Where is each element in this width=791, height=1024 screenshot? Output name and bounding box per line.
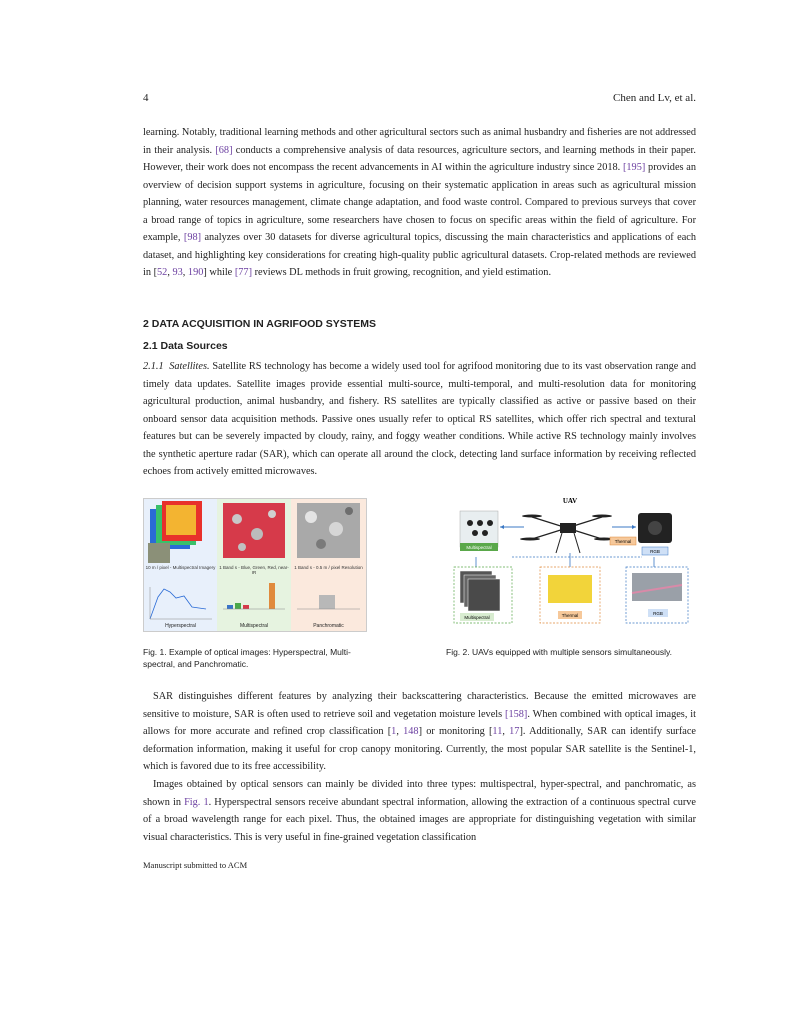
uav-diagram: [452, 495, 696, 630]
paragraph-satellites: 2.1.1 Satellites. Satellite RS technology has become a widely used tool for agrifood monitoring due to its vast observation range and timely data updates. Satellite images provide essential multi-source, multi-temporal, and multi-resolution data for monitoring agricultural production, animal husbandry, and fishery. RS satellites are typically classified as active or passive based on their onboard sensor data acquisition methods. Passive ones usually refer to optical RS satellites, which offer rich spectral and textural features but can be severely impacted by cloudy, rainy, and foggy weather conditions. While active RS technology mainly involves the synthetic aperture radar (SAR), which can operate all around the clock, detecting land surface information by receiving reflected echoes from actively emitted microwaves.: [143, 361, 696, 477]
multispectral-top-label: Multispectral: [466, 545, 492, 550]
drone-icon: [520, 515, 614, 554]
subsection-heading: 2.1 Data Sources: [143, 340, 228, 352]
panchromatic-note: 1 Band s - 0.5 m / pixel Resolution: [294, 565, 363, 570]
hyperspectral-note: 10 m / pixel - Multispectral Imagery: [145, 565, 216, 570]
citation[interactable]: 93: [172, 267, 183, 278]
multispectral-label: Multispectral: [239, 623, 269, 629]
hyperspectral-panel: [144, 499, 217, 631]
figure-2-caption: Fig. 2. UAVs equipped with multiple sensors simultaneously.: [446, 647, 672, 657]
figure-reference-link[interactable]: Fig. 1: [184, 796, 209, 808]
citation[interactable]: [195]: [622, 162, 646, 173]
figure-uav-sensors: [452, 495, 696, 630]
rgb-top-label: RGB: [650, 549, 660, 554]
uav-title: UAV: [562, 497, 578, 505]
multispectral-note: 1 Band s - Blue, Green, Red, near-IR: [219, 565, 289, 575]
citation[interactable]: 1: [391, 726, 397, 737]
thermal-bottom-label: Thermal: [561, 613, 579, 618]
figure-optical-images: [143, 498, 367, 632]
citation[interactable]: 17: [509, 726, 520, 737]
citation[interactable]: 52: [157, 267, 168, 278]
paragraph-sar: SAR distinguishes different features by analyzing their backscattering characteristics. Because the emitted microwaves are sensitive to moisture, SAR is often used to retrieve soil and vegetation moisture levels [158]. When combined with optical images, it allows for more accurate and refined crop classification [1, 148] or monitoring [11, 17]. Additionally, SAR can identify surface deformation information, making it useful for crop canopy monitoring. Currently, the most popular SAR satellite is the Sentinel-1, which is favored due to its free accessibility.: [143, 691, 696, 772]
citation[interactable]: [98]: [183, 232, 202, 243]
multispectral-bottom-label: Multispectral: [464, 615, 490, 620]
section-heading: 2 DATA ACQUISITION IN AGRIFOOD SYSTEMS: [143, 318, 376, 330]
citation[interactable]: [68]: [215, 144, 233, 156]
thermal-top-label: Thermal: [614, 539, 632, 544]
multispectral-panel: [217, 499, 291, 631]
running-header: Chen and Lv, et al.: [613, 92, 696, 104]
footer: Manuscript submitted to ACM: [143, 860, 248, 870]
paragraph-optical: Images obtained by optical sensors can mainly be divided into three types: multispectral, hyper-spectral, and panchromatic, as shown in Fig. 1. Hyperspectral sensors receive abundant spectral information, allowing the extraction of a continuous spectral curve of a broad wavelength range for each pixel. Thus, the obtained images are appropriate for distinguishing vegetation with similar visual characteristics. This is very useful in fine-grained vegetation classification: [143, 779, 696, 843]
citation[interactable]: 190: [187, 267, 204, 278]
citation[interactable]: [77]: [234, 267, 252, 278]
citation[interactable]: [158]: [505, 708, 528, 720]
figure-1-caption: Fig. 1. Example of optical images: Hyperspectral, Multi-spectral, and Panchromatic.: [143, 647, 351, 669]
hyperspectral-label: Hyperspectral: [165, 623, 196, 629]
panchromatic-panel: [291, 499, 366, 631]
paragraph-intro: learning. Notably, traditional learning methods and other agricultural sectors such as animal husbandry and fisheries are not addressed in their analysis. [68] conducts a comprehensive analysis of data resources, agriculture sectors, and learning methods in their paper. However, their work does not encompass the recent advancements in AI within the agriculture industry since 2018. [195] provides an overview of decision support systems in agriculture, focusing on their systematic application in areas such as agricultural mission planning, water resources management, climate change adaptation, and food waste control. Compared to previous surveys that cover a broad range of topics in agriculture, some researchers have chosen to focus on specific areas within the field of agriculture. For example, [98] analyzes over 30 datasets for diverse agricultural topics, discussing the main characteristics and applications of each dataset, and highlighting key considerations for creating high-quality public agricultural datasets. Crop-related methods are reviewed in [52, 93, 190] while [77] reviews DL methods in fruit growing, recognition, and yield estimation.: [143, 127, 696, 278]
rgb-bottom-label: RGB: [653, 611, 663, 616]
panchromatic-label: Panchromatic: [313, 623, 344, 629]
citation[interactable]: 11: [492, 726, 503, 737]
citation[interactable]: 148: [403, 726, 419, 737]
page-number: 4: [143, 92, 149, 104]
